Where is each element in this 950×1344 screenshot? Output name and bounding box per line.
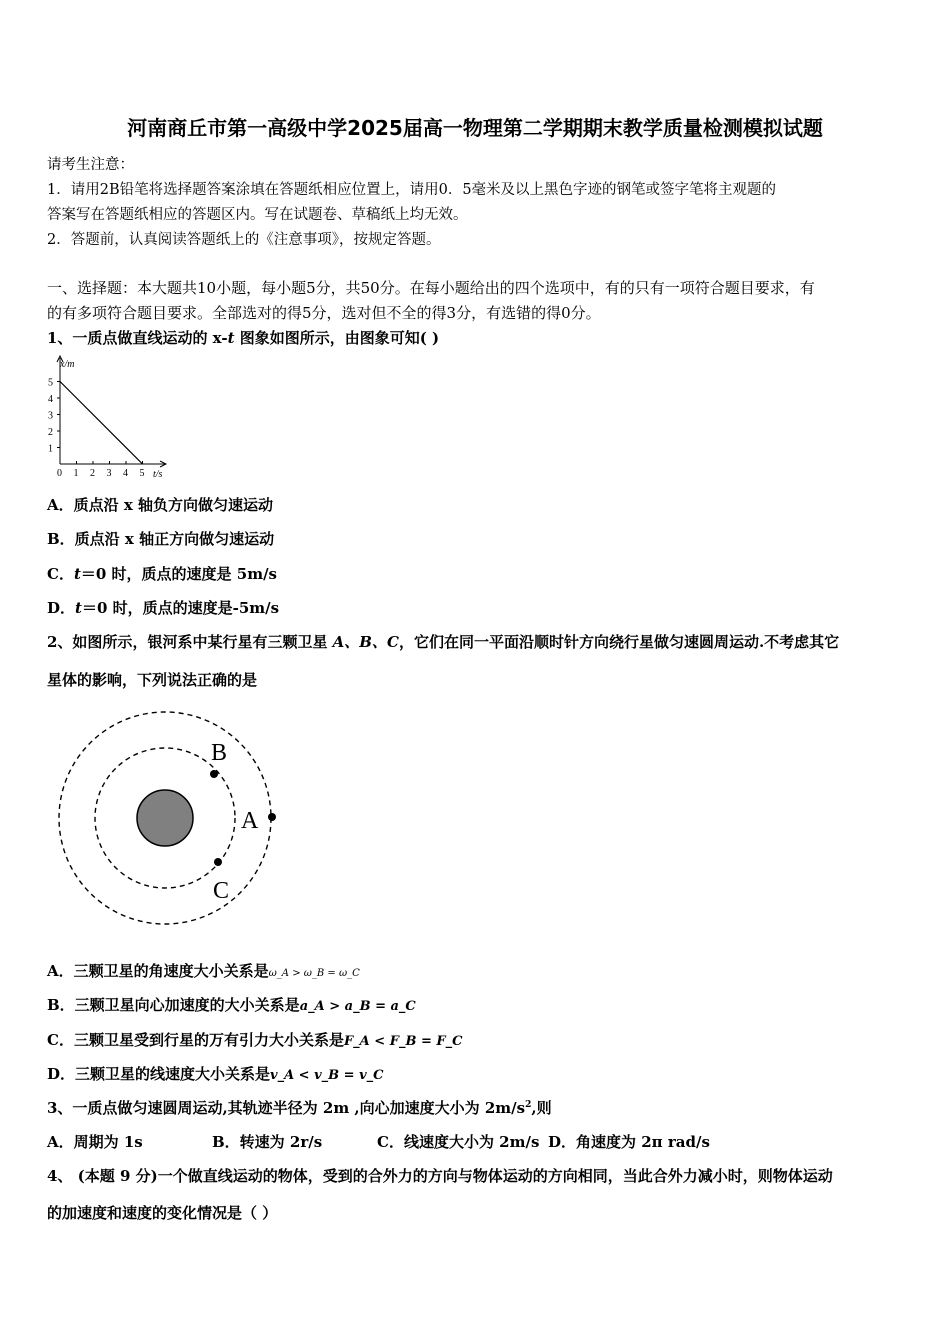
planet — [137, 790, 193, 846]
q3-option-c: C．线速度大小为 2m/s — [377, 1133, 540, 1151]
graph-y-ticks — [48, 378, 60, 455]
q1-stem: 1、一质点做直线运动的 x-t 图象如图所示，由图象可知( ) — [47, 329, 440, 347]
q1-xt-graph — [40, 352, 175, 482]
q2-option-c: C．三颗卫星受到行星的万有引力大小关系是F_A < F_B = F_C — [47, 1031, 463, 1049]
page-title: 河南商丘市第一高级中学2025届高一物理第二学期期末教学质量检测模拟试题 — [127, 116, 823, 140]
q2-option-b-relation: a_A > a_B = a_C — [299, 999, 416, 1014]
q2-option-d-relation: v_A < v_B = v_C — [270, 1068, 384, 1083]
label-a: A — [241, 808, 259, 834]
notice-line-1a: 1．请用2B铅笔将选择题答案涂填在答题纸相应位置上，请用0．5毫米及以上黑色字迹的钢笔或签字笔将主观题的 — [47, 182, 777, 198]
y-tick-label: 1 — [48, 443, 53, 455]
y-tick-label: 2 — [48, 427, 53, 438]
q3-stem: 3、一质点做匀速圆周运动,其轨迹半径为 2m ,向心加速度大小为 $2m/s^2$,则 — [47, 1099, 552, 1117]
x-tick-label: 4 — [123, 468, 128, 479]
q1-option-b: B．质点沿 x 轴正方向做匀速运动 — [47, 530, 275, 548]
q2-stem-2: 星体的影响，下列说法正确的是 — [47, 671, 258, 689]
q2-stem-1: 2、如图所示，银河系中某行星有三颗卫星 A、B、C，它们在同一平面沿顺时针方向绕行星做匀速圆周运动.不考虑其它 — [47, 633, 840, 651]
q2-option-a-relation: ω_A > ω_B = ω_C — [268, 968, 360, 979]
q2-option-a: A．三颗卫星的角速度大小关系是ω_A > ω_B = ω_C — [47, 962, 360, 980]
q2-option-d: D．三颗卫星的线速度大小关系是v_A < v_B = v_C — [47, 1065, 384, 1083]
y-tick-label: 4 — [48, 394, 53, 405]
q2-option-b: B．三颗卫星向心加速度的大小关系是a_A > a_B = a_C — [47, 996, 416, 1014]
section-instructions-2: 的有多项符合题目要求。全部选对的得5分，选对但不全的得3分，有选错的得0分。 — [47, 304, 601, 322]
graph-data-line — [60, 382, 143, 465]
q2-option-c-relation: F_A < F_B = F_C — [343, 1034, 463, 1049]
graph-x-label: t/s — [153, 469, 163, 480]
graph-y-label: x/m — [60, 359, 75, 370]
label-b: B — [211, 740, 228, 766]
satellite-a — [268, 813, 276, 821]
graph-axes — [57, 356, 166, 467]
x-tick-label: 3 — [106, 468, 112, 479]
q3-option-d: D．角速度为 2π rad/s — [548, 1133, 710, 1151]
x-tick-label: 0 — [57, 468, 62, 479]
notice-header: 请考生注意： — [47, 157, 134, 173]
q4-stem-1: 4、 (本题 9 分)一个做直线运动的物体，受到的合外力的方向与物体运动的方向相同，当此合外力减小时，则物体运动 — [47, 1167, 833, 1185]
y-tick-label: 5 — [48, 377, 53, 389]
satellite-c — [214, 858, 222, 866]
satellite-b — [210, 770, 218, 778]
q4-stem-2: 的加速度和速度的变化情况是（ ） — [47, 1204, 278, 1222]
q3-option-a: A．周期为 1s — [47, 1133, 143, 1151]
notice-line-1b: 答案写在答题纸相应的答题区内。写在试题卷、草稿纸上均无效。 — [47, 207, 468, 223]
x-tick-label: 5 — [139, 468, 145, 479]
q1-option-c: C．t＝0 时，质点的速度是 5m/s — [47, 565, 278, 583]
label-c: C — [213, 878, 230, 904]
x-tick-label: 1 — [73, 468, 79, 479]
q2-orbit-diagram — [55, 708, 280, 928]
q1-option-d: D．t＝0 时，质点的速度是-5m/s — [47, 599, 280, 617]
notice-line-2: 2．答题前，认真阅读答题纸上的《注意事项》，按规定答题。 — [47, 232, 441, 248]
q3-option-b: B．转速为 2r/s — [212, 1133, 323, 1151]
section-instructions-1: 一、选择题：本大题共10小题，每小题5分，共50分。在每小题给出的四个选项中，有的只有一项符合题目要求，有 — [47, 279, 815, 297]
y-tick-label: 3 — [48, 410, 53, 422]
q1-option-a: A．质点沿 x 轴负方向做匀速运动 — [47, 496, 274, 514]
x-tick-label: 2 — [90, 468, 95, 479]
